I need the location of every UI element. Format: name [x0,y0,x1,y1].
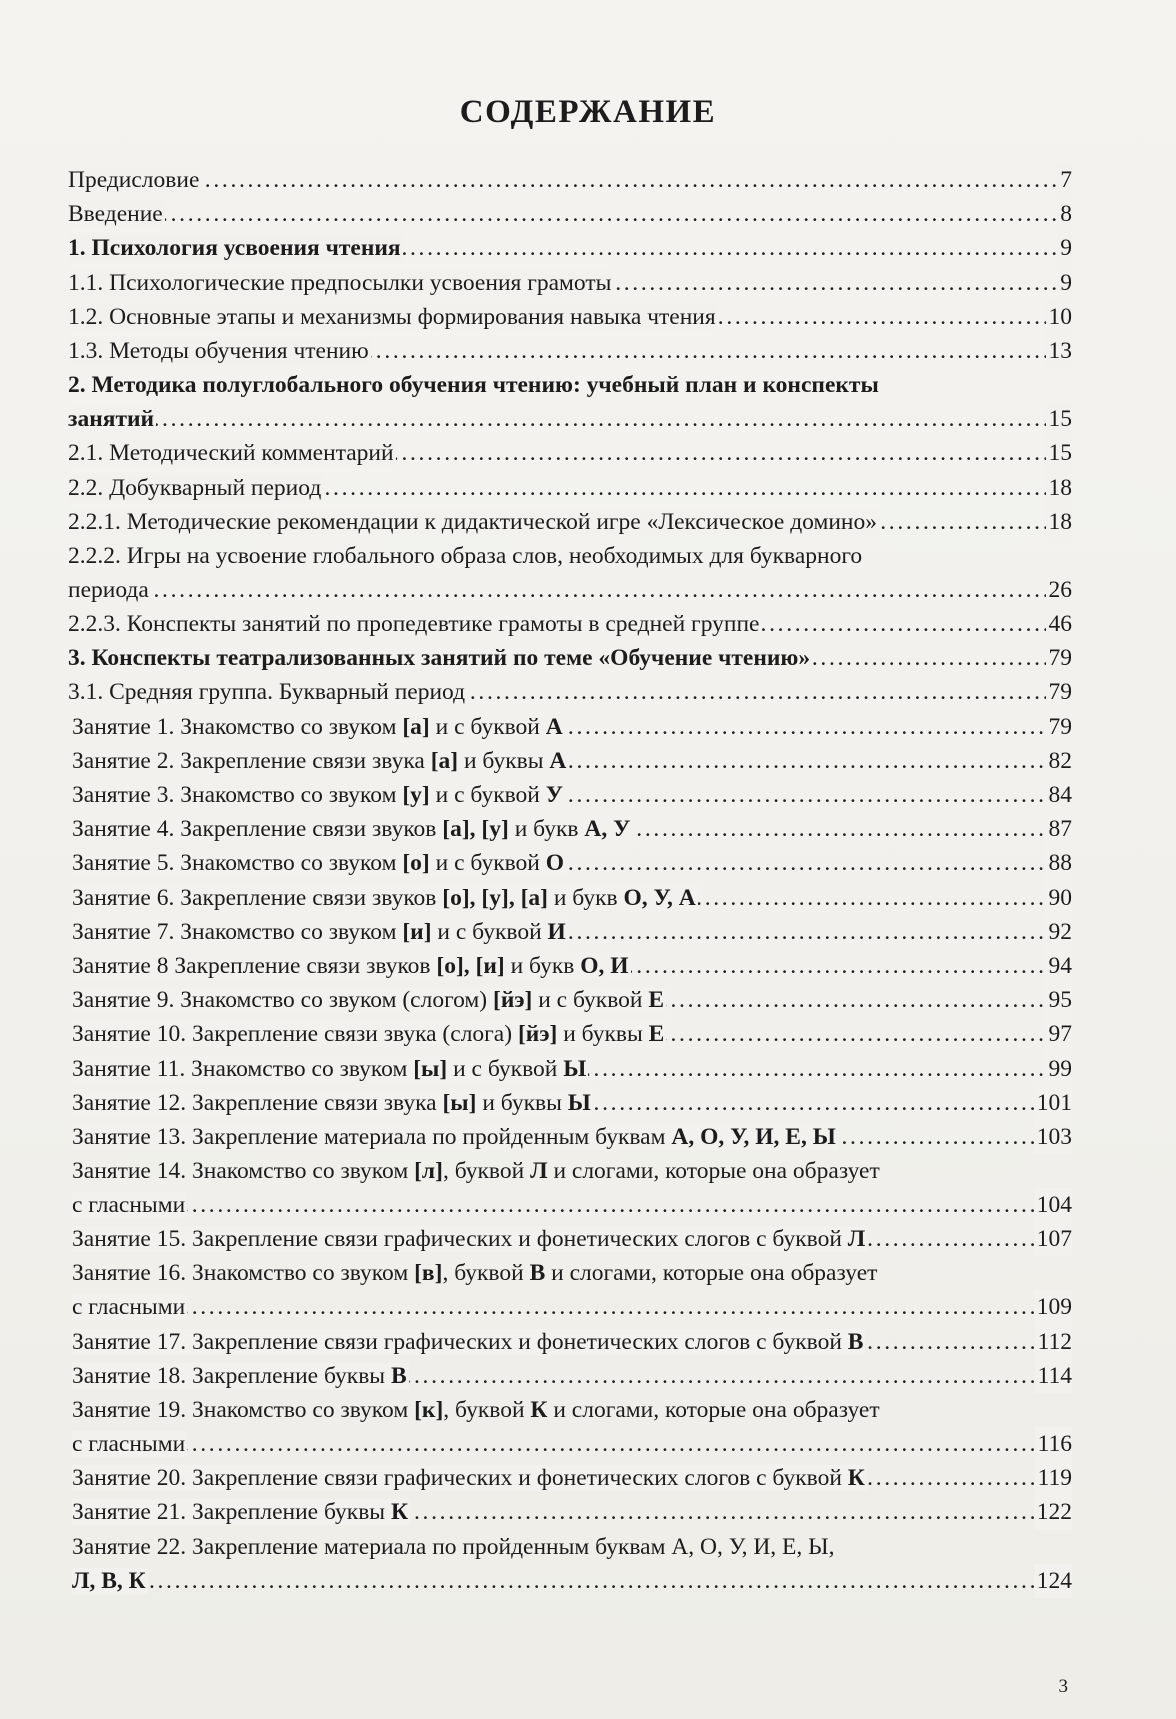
toc-entry-page: 104 [1034,1188,1072,1222]
toc-entry-page: 7 [1057,163,1072,197]
toc-entry-title: Занятие 19. Знакомство со звуком [к], буквой К и слогами, которые она образует [72,1397,880,1423]
toc-entry[interactable] [68,471,1072,505]
toc-entry-page: 92 [1046,915,1073,949]
toc-entry-title-cont: Л, В, К [72,1567,146,1594]
toc-lesson[interactable] [72,1461,1072,1495]
toc-entry-title: 1.3. Методы обучения чтению [68,337,369,364]
toc-entry-title: Занятие 13. Закрепление материала по пройденным буквам А, О, У, И, Е, Ы [72,1123,836,1150]
toc-entry-page: 13 [1046,334,1073,368]
toc-entry-page: 97 [1046,1017,1073,1051]
toc-entry-page: 82 [1046,744,1073,778]
toc-entry-page: 84 [1046,778,1073,812]
toc-lesson[interactable] [72,915,1072,949]
toc-entry-page: 101 [1034,1086,1072,1120]
toc-entry-page: 119 [1035,1461,1072,1495]
toc-entry-title: 2.2. Добукварный период [68,474,322,501]
toc-lesson[interactable] [72,983,1072,1017]
toc-lesson[interactable] [72,1359,1072,1393]
toc-entry-title: 1.2. Основные этапы и механизмы формирования навыка чтения [68,303,716,330]
toc-entry-title: Занятие 15. Закрепление связи графических и фонетических слогов с буквой Л [72,1226,866,1253]
toc-lesson[interactable] [72,1086,1072,1120]
toc-entry[interactable] [68,163,1072,197]
toc-entry-page: 103 [1034,1120,1072,1154]
toc-entry-page: 15 [1046,436,1073,470]
toc-lesson[interactable] [72,1222,1072,1256]
toc-entry-title: Занятие 4. Закрепление связи звуков [а], [у] и букв А, У [72,816,631,843]
toc-entry-title: Занятие 17. Закрепление связи графических и фонетических слогов с буквой В [72,1328,864,1355]
toc-entry-page: 88 [1046,846,1073,880]
page-title: СОДЕРЖАНИЕ [459,94,717,130]
toc-entry-page: 15 [1046,402,1073,436]
toc-lesson[interactable] [72,1495,1072,1529]
toc-entry-title: 2. Методика полуглобального обучения чтению: учебный план и конспекты [68,372,879,399]
toc-entry-page: 79 [1046,675,1073,709]
toc-entry-page: 79 [1046,641,1073,675]
toc-entry-page: 79 [1046,710,1073,744]
toc-lesson[interactable] [72,812,1072,846]
toc-entry-page: 99 [1046,1052,1073,1086]
toc-entry-page: 114 [1035,1359,1072,1393]
toc-lesson[interactable] [72,846,1072,880]
toc-entry[interactable] [68,197,1072,231]
toc-lesson[interactable] [72,949,1072,983]
toc-entry[interactable] [68,436,1072,470]
toc-entry-title: Занятие 5. Знакомство со звуком [о] и с буквой О [72,850,565,877]
toc-entry-title: Занятие 22. Закрепление материала по пройденным буквам А, О, У, И, Е, Ы, [72,1533,835,1560]
toc-lesson[interactable] [72,1052,1072,1086]
toc-entry-title: 2.2.3. Конспекты занятий по пропедевтике грамоты в средней группе [68,611,760,638]
toc-entry-page: 9 [1057,231,1072,265]
toc-lesson[interactable] [72,744,1072,778]
toc-entry-title-cont: с гласными [72,1431,186,1457]
toc-entry-page: 122 [1034,1495,1072,1529]
toc-lesson[interactable] [72,1256,1072,1324]
toc-entry-title: Занятие 16. Знакомство со звуком [в], буквой В и слогами, которые она образует [72,1260,878,1287]
toc-entry-title-cont: занятий [68,406,155,433]
toc-entry-page: 18 [1046,471,1073,505]
toc-entry[interactable] [68,334,1072,368]
toc-chapter[interactable] [68,641,1072,675]
toc-entry-title: 2.1. Методический комментарий [68,440,394,467]
toc-entry[interactable] [68,607,1072,641]
toc-entry-title: Занятие 18. Закрепление буквы В [72,1362,407,1389]
toc-entry-page: 94 [1046,949,1073,983]
toc-entry-title: Занятие 20. Закрепление связи графических и фонетических слогов с буквой К [72,1465,865,1492]
table-of-contents [68,163,1072,1598]
toc-entry-page: 124 [1034,1564,1072,1598]
toc-entry-title: 1. Психология усвоения чтения [68,235,401,262]
toc-entry-page: 107 [1034,1222,1072,1256]
page-number: 3 [1058,1676,1068,1697]
toc-lesson[interactable] [72,1154,1072,1222]
toc-lesson[interactable] [72,710,1072,744]
toc-entry[interactable] [68,505,1072,539]
toc-entry-page: 18 [1046,505,1073,539]
toc-entry-title: 2.2.2. Игры на усвоение глобального образа слов, необходимых для букварного [68,542,863,569]
toc-entry-title: Занятие 21. Закрепление буквы К [72,1499,409,1526]
toc-lesson[interactable] [72,1393,1072,1461]
toc-chapter[interactable] [68,368,1072,436]
toc-entry-title: Занятие 9. Знакомство со звуком (слогом) [йэ] и с буквой Е [72,987,665,1014]
toc-entry[interactable] [68,266,1072,300]
toc-entry-title: Занятие 11. Знакомство со звуком [ы] и с буквой Ы [72,1055,587,1082]
toc-entry-title: Занятие 3. Знакомство со звуком [у] и с буквой У [72,782,563,808]
toc-lesson[interactable] [72,778,1072,812]
toc-entry-title: Занятие 8 Закрепление связи звуков [о], [и] и букв О, И [72,952,629,979]
toc-entry-title: Предисловие [68,167,200,193]
toc-entry-page: 90 [1046,881,1073,915]
toc-entry-title: Занятие 14. Знакомство со звуком [л], буквой Л и слогами, которые она образует [72,1158,880,1185]
toc-entry[interactable] [68,539,1072,607]
toc-entry-title: 3.1. Средняя группа. Букварный период [68,679,466,706]
toc-entry-title: Занятие 6. Закрепление связи звуков [о], [у], [а] и букв О, У, А [72,884,696,911]
toc-entry-title: Занятие 2. Закрепление связи звука [а] и буквы А [72,747,567,774]
toc-entry-page: 112 [1035,1325,1072,1359]
toc-entry-page: 8 [1057,197,1072,231]
toc-entry-title: 1.1. Психологические предпосылки усвоения грамоты [68,269,612,296]
toc-entry-page: 46 [1046,607,1073,641]
toc-entry-title: 3. Конспекты театрализованных занятий по теме «Обучение чтению» [68,645,811,672]
toc-entry-title: Занятие 1. Знакомство со звуком [а] и с буквой А [72,713,563,740]
toc-entry-page: 26 [1046,573,1073,607]
toc-entry-page: 95 [1046,983,1073,1017]
toc-lesson[interactable] [72,1325,1072,1359]
toc-entry-title-cont: с гласными [72,1192,186,1219]
toc-lesson[interactable] [72,1017,1072,1051]
toc-chapter[interactable] [68,231,1072,265]
toc-lesson[interactable] [72,1530,1072,1598]
toc-entry-page: 116 [1035,1427,1072,1461]
toc-entry-title-cont: периода [68,576,149,603]
toc-entry-page: 87 [1046,812,1073,846]
toc-entry-title: Занятие 12. Закрепление связи звука [ы] и буквы Ы [72,1089,591,1116]
toc-entry-page: 9 [1057,266,1072,300]
toc-entry-title-cont: с гласными [72,1294,186,1321]
toc-entry-title: 2.2.1. Методические рекомендации к дидактической игре «Лексическое домино» [68,508,878,535]
toc-entry-page: 109 [1034,1290,1072,1324]
toc-entry-page: 10 [1046,300,1073,334]
toc-lesson[interactable] [72,881,1072,915]
toc-entry[interactable] [68,675,1072,709]
toc-entry-title: Занятие 10. Закрепление связи звука (слога) [йэ] и буквы Е [72,1021,665,1048]
toc-lesson[interactable] [72,1120,1072,1154]
toc-entry-title: Занятие 7. Знакомство со звуком [и] и с буквой И [72,918,566,945]
toc-entry-title: Введение [68,201,163,228]
toc-entry[interactable] [68,300,1072,334]
